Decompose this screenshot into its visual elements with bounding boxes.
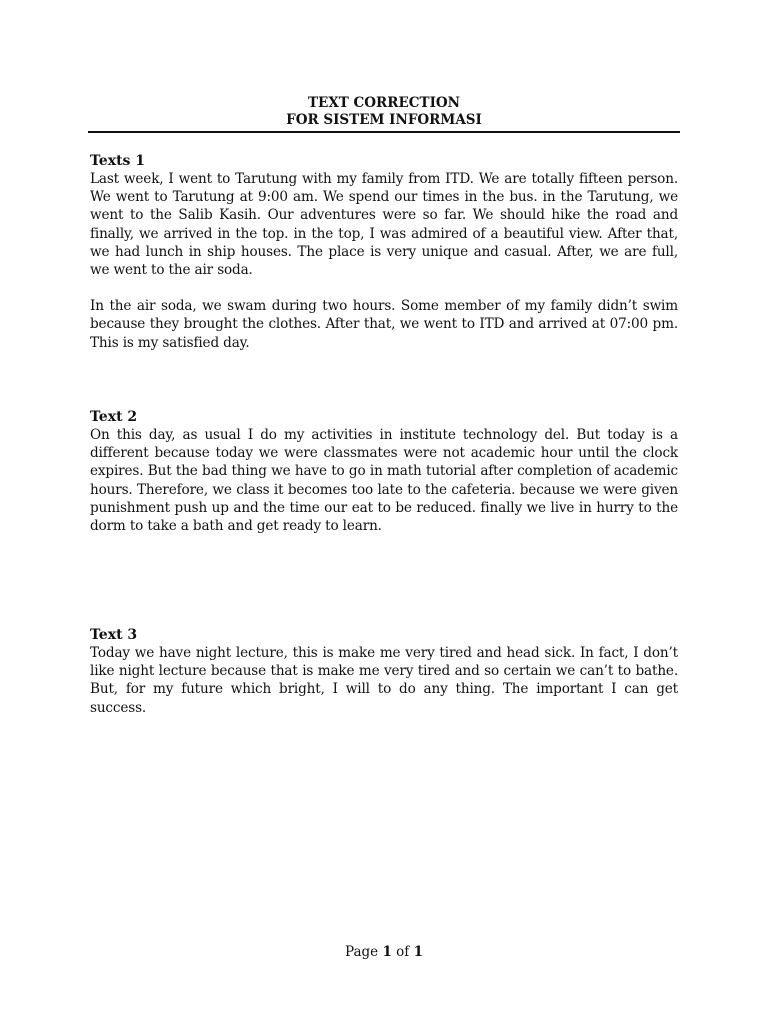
paragraph: In the air soda, we swam during two hours. Some member of my family didn’t swim because they brought the clothes. After that, we went to ITD and arrived at 07:00 pm. This is my satisfied day. bbox=[90, 298, 678, 351]
paragraph: On this day, as usual I do my activities in institute technology del. But today is a different because today we were classmates were not academic hour until the clock expires. But the bad thing we have to go in math tutorial after completion of academic hours. Therefore, we class it becomes too late to the cafeteria. because we were given punishment push up and the time our eat to be reduced. finally we live in hurry to the dorm to take a bath and get ready to learn. bbox=[90, 427, 678, 535]
section-text-2 bbox=[90, 408, 678, 535]
section-text-3 bbox=[90, 626, 678, 717]
section-heading: Text 2 bbox=[90, 409, 138, 425]
title-line-1: TEXT CORRECTION bbox=[308, 95, 460, 111]
current-page-number: 1 bbox=[382, 944, 392, 960]
paragraph: Today we have night lecture, this is make me very tired and head sick. In fact, I don’t like night lecture because that is make me very tired and so certain we can’t to bathe. But, for my future which bright, I will to do any thing. The important I can get success. bbox=[90, 645, 678, 716]
paragraph: Last week, I went to Tarutung with my family from ITD. We are totally fifteen person. We went to Tarutung at 9:00 am. We spend our times in the bus. in the Tarutung, we went to the Salib Kasih. Our adventures were so far. We should hike the road and finally, we arrived in the top. in the top, I was admired of a beautiful view. After that, we had lunch in ship houses. The place is very unique and casual. After, we are full, we went to the air soda. bbox=[90, 171, 678, 279]
of-word: of bbox=[396, 944, 410, 960]
section-heading: Texts 1 bbox=[90, 153, 146, 169]
total-pages-number: 1 bbox=[413, 944, 423, 960]
page-footer bbox=[0, 944, 768, 961]
section-text-1 bbox=[90, 152, 678, 352]
section-heading: Text 3 bbox=[90, 627, 138, 643]
title-line-2: FOR SISTEM INFORMASI bbox=[286, 112, 482, 128]
page-word: Page bbox=[345, 944, 379, 960]
title-divider bbox=[88, 131, 680, 133]
document-title bbox=[88, 95, 680, 129]
